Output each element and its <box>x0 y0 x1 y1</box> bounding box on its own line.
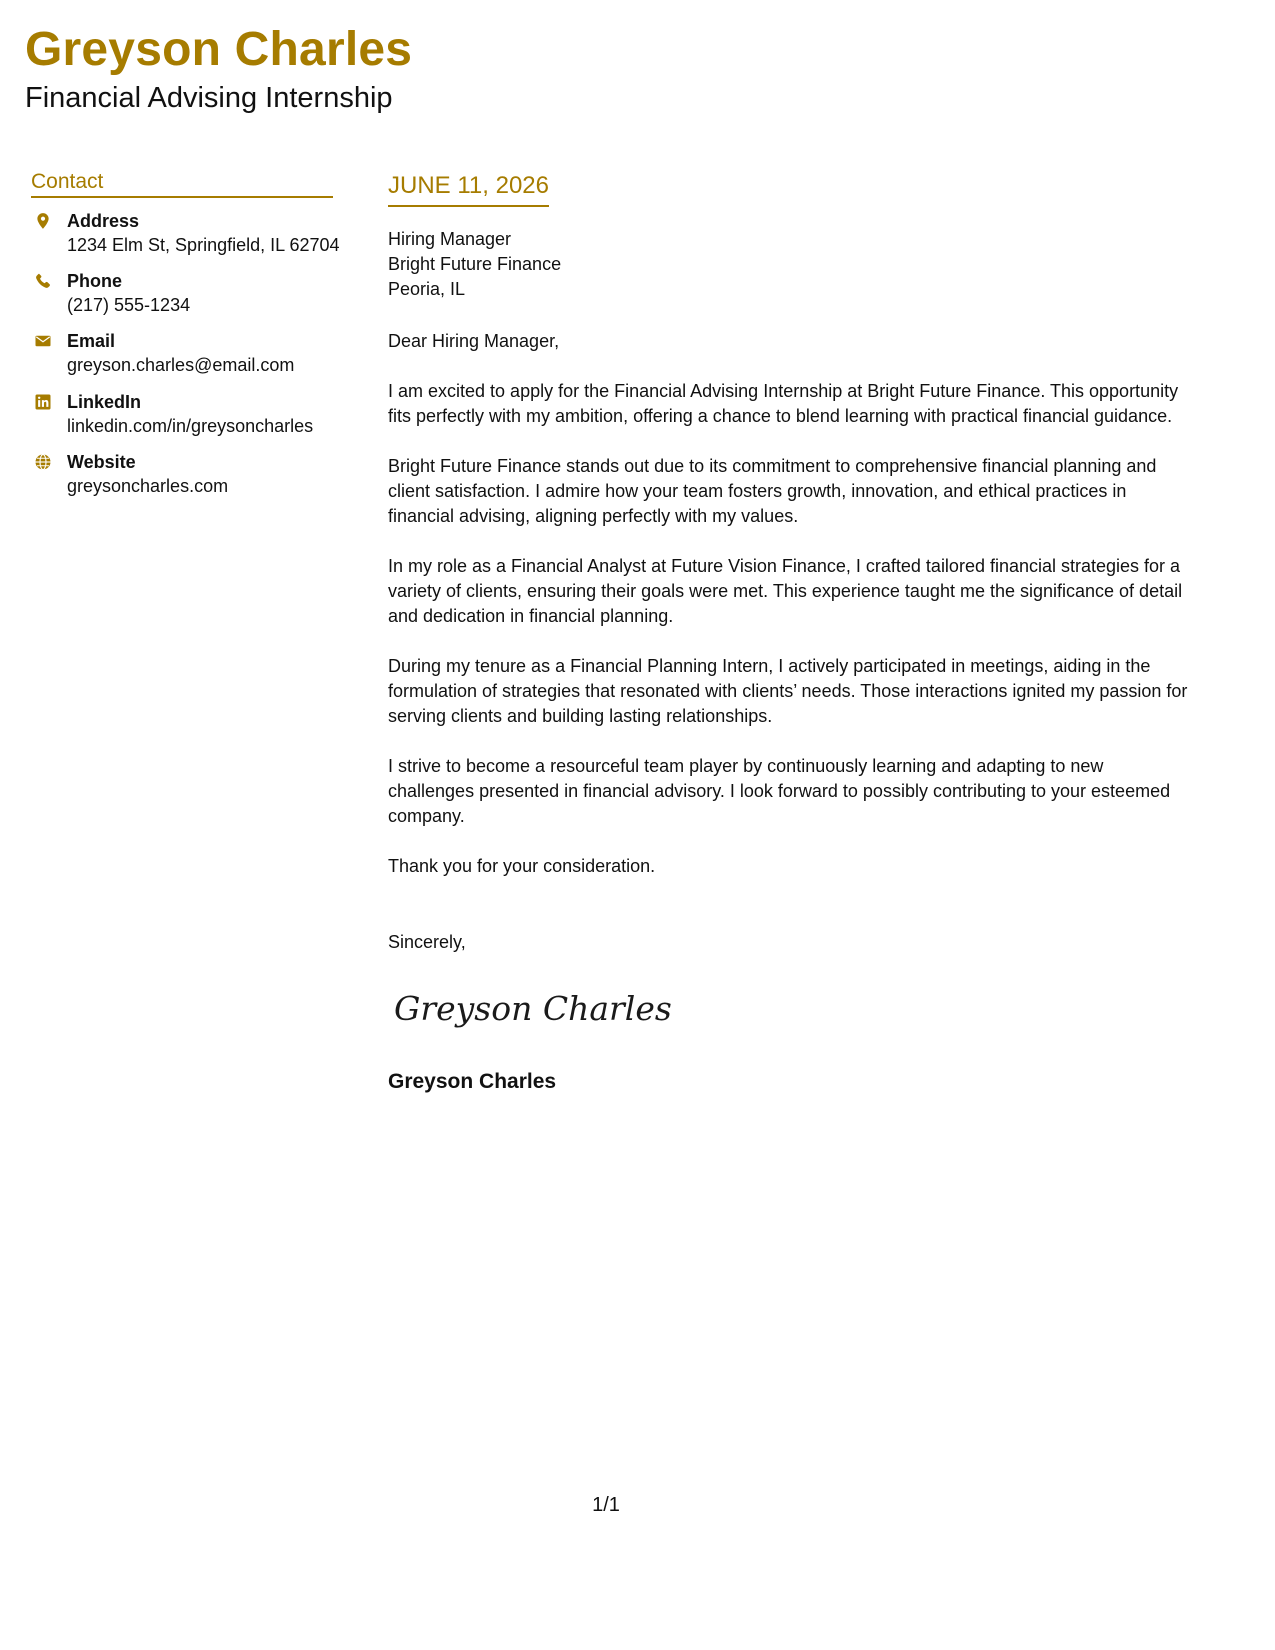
recipient-location: Peoria, IL <box>388 279 466 299</box>
target-role: Financial Advising Internship <box>25 82 393 114</box>
signature-text: Greyson Charles <box>394 989 672 1028</box>
signed-name: Greyson Charles <box>388 1070 557 1093</box>
body-paragraph: I am excited to apply for the Financial Advising Internship at Bright Future Finance. This opportunity fits perfectly with my ambition, offering a chance to blend learning with practical financial guidance. <box>388 381 1179 426</box>
contact-label: Website <box>67 452 136 472</box>
letter-body <box>388 329 1188 904</box>
letter-date: JUNE 11, 2026 <box>388 170 549 207</box>
address-value: 1234 Elm St, Springfield, IL 62704 <box>67 235 340 255</box>
body-paragraph: During my tenure as a Financial Planning Intern, I actively participated in meetings, aiding in the formulation of strategies that resonated with clients’ needs. Those interactions ignited my passion for serving clients and building lasting relationships. <box>388 656 1188 726</box>
closing: Sincerely, <box>388 932 466 952</box>
page-number: 1/1 <box>592 1494 620 1516</box>
recipient-block <box>388 227 561 302</box>
contact-label: Address <box>67 211 140 231</box>
email-value[interactable]: greyson.charles@email.com <box>67 355 295 375</box>
globe-icon <box>34 453 52 471</box>
body-paragraph: In my role as a Financial Analyst at Future Vision Finance, I crafted tailored financial strategies for a variety of clients, ensuring their goals were met. This experience taught me the significance of detail and dedication in financial planning. <box>388 556 1183 626</box>
phone-value: (217) 555-1234 <box>67 295 191 315</box>
recipient-company: Bright Future Finance <box>388 254 562 274</box>
body-paragraph: I strive to become a resourceful team player by continuously learning and adapting to new challenges presented in financial advisory. I look forward to possibly contributing to your esteemed company. <box>388 756 1171 826</box>
thank-you-line: Thank you for your consideration. <box>388 856 656 876</box>
contact-label: Phone <box>67 271 123 291</box>
map-pin-icon <box>34 212 52 230</box>
applicant-name: Greyson Charles <box>25 23 413 76</box>
contact-heading: Contact <box>31 168 333 198</box>
linkedin-icon <box>34 393 52 411</box>
body-paragraph: Bright Future Finance stands out due to its commitment to comprehensive financial planning and client satisfaction. I admire how your team fosters growth, innovation, and ethical practices in financial advising, aligning perfectly with my values. <box>388 456 1157 526</box>
handwritten-signature <box>390 982 672 1034</box>
recipient-title: Hiring Manager <box>388 229 512 249</box>
salutation: Dear Hiring Manager, <box>388 331 560 351</box>
envelope-icon <box>34 332 52 350</box>
linkedin-value[interactable]: linkedin.com/in/greysoncharles <box>67 416 314 436</box>
phone-icon <box>34 272 52 290</box>
contact-label: Email <box>67 331 116 351</box>
website-value[interactable]: greysoncharles.com <box>67 476 229 496</box>
contact-label: LinkedIn <box>67 392 142 412</box>
